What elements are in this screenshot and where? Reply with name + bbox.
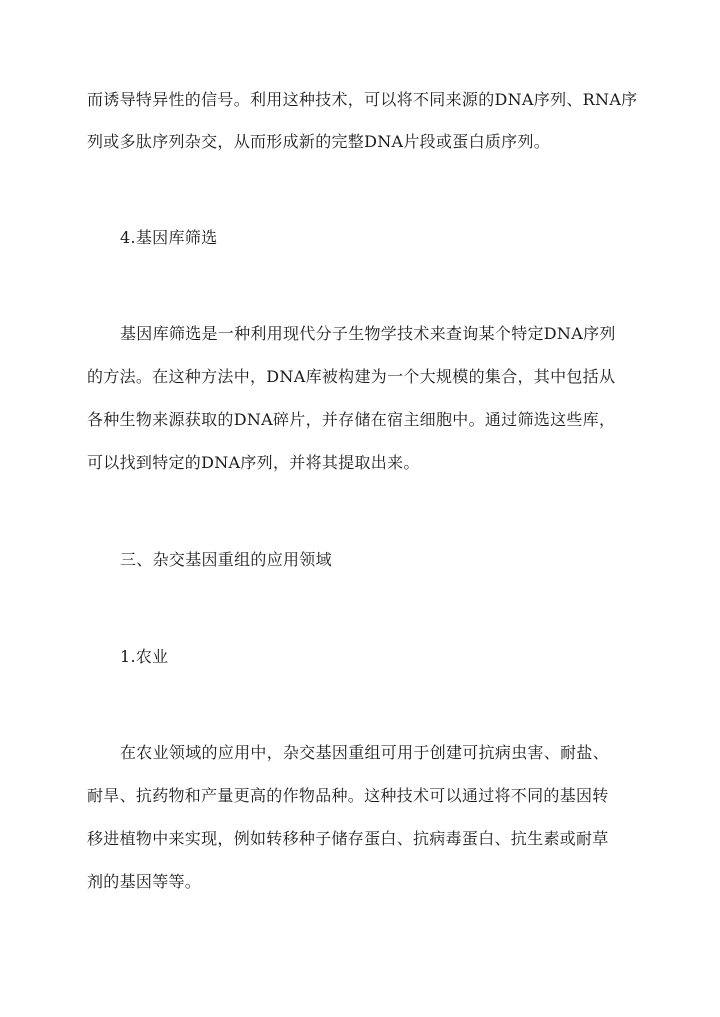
section-heading-applications: 三、杂交基因重组的应用领域 xyxy=(120,550,332,569)
paragraph-3-line-3: 移进植物中来实现，例如转移种子储存蛋白、抗病毒蛋白、抗生素或耐草 xyxy=(87,829,609,848)
paragraph-2-line-2: 的方法。在这种方法中，DNA库被构建为一个大规模的集合，其中包括从 xyxy=(87,367,616,386)
paragraph-3-line-4: 剂的基因等等。 xyxy=(87,872,202,891)
paragraph-2-line-4: 可以找到特定的DNA序列，并将其提取出来。 xyxy=(87,453,420,472)
section-heading-gene-library-screening: 4.基因库筛选 xyxy=(120,228,218,247)
paragraph-3-line-2: 耐旱、抗药物和产量更高的作物品种。这种技术可以通过将不同的基因转 xyxy=(87,786,609,805)
paragraph-1-line-1: 而诱导特异性的信号。利用这种技术，可以将不同来源的DNA序列、RNA序 xyxy=(87,90,638,109)
paragraph-3-line-1: 在农业领域的应用中，杂交基因重组可用于创建可抗病虫害、耐盐、 xyxy=(120,743,610,762)
paragraph-2-line-1: 基因库筛选是一种利用现代分子生物学技术来查询某个特定DNA序列 xyxy=(120,324,616,343)
section-heading-agriculture: 1.农业 xyxy=(120,647,169,666)
paragraph-1-line-2: 列或多肽序列杂交，从而形成新的完整DNA片段或蛋白质序列。 xyxy=(87,132,551,151)
paragraph-2-line-3: 各种生物来源获取的DNA碎片，并存储在宿主细胞中。通过筛选这些库， xyxy=(87,410,616,429)
